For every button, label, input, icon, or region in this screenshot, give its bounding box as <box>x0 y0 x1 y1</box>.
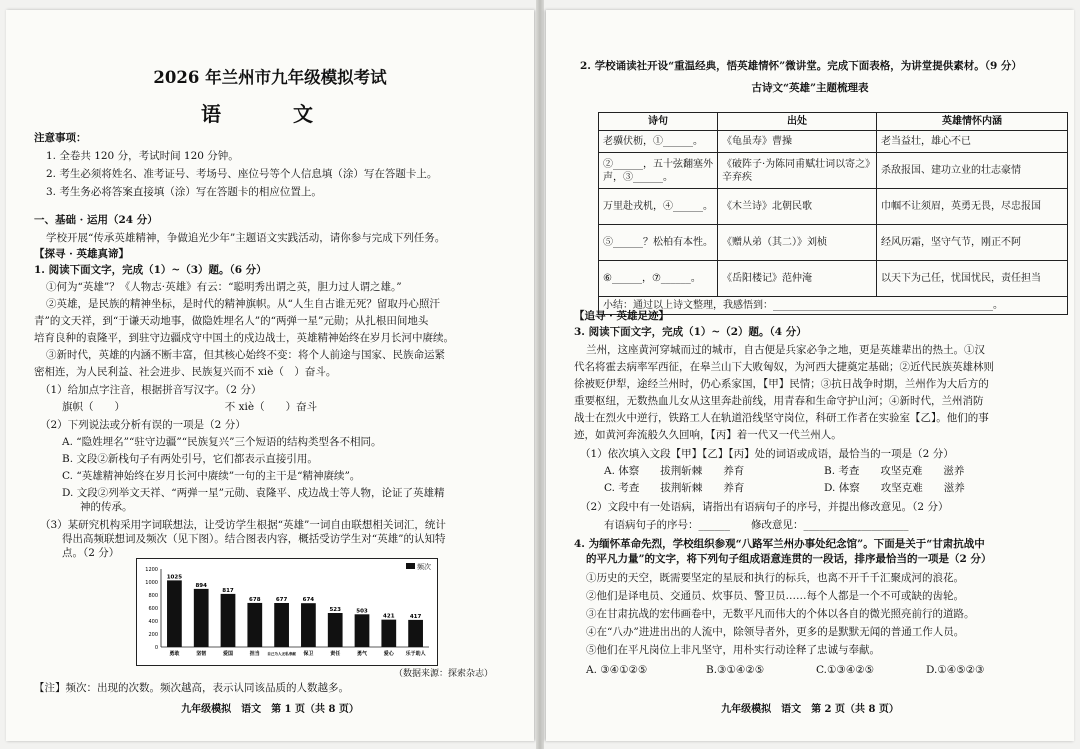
table-cell: 经风历霜，坚守气节，刚正不阿 <box>877 225 1068 261</box>
table-cell: 老当益壮，雄心不已 <box>877 131 1068 153</box>
table-header-row <box>599 113 1068 131</box>
option: C. “英雄精神始终在岁月长河中赓续”一句的主干是“精神赓续”。 <box>62 470 361 482</box>
bar <box>355 614 370 647</box>
question-1-3: 得出高频联想词及频次（见下图）。结合图表内容，概括受访学生对“英雄”的认知特 <box>62 533 446 545</box>
y-tick-label: 1200 <box>145 567 158 573</box>
question-3: 3. 阅读下面文字，完成（1）~（2）题。（4 分） <box>574 326 807 338</box>
option: A. “隐姓埋名”“驻守边疆”“民族复兴”三个短语的结构类型各不相同。 <box>62 436 382 448</box>
table-cell: 《龟虽寿》曹操 <box>718 131 877 153</box>
table-cell: ⑤______？松柏有本性。 <box>599 225 718 261</box>
data-label: 678 <box>249 596 261 603</box>
question-1-1: （1）给加点字注音，根据拼音写汉字。（2 分） <box>40 384 262 396</box>
bar <box>167 580 182 647</box>
exam-subject: 语 文 <box>201 102 339 126</box>
table-title: 古诗文“英雄”主题梳理表 <box>751 82 869 94</box>
y-tick-label: 400 <box>148 619 158 625</box>
table-header: 英雄情怀内涵 <box>877 113 1068 131</box>
question-1-1-blanks: 旗帜（ ） 不 xiè（ ）奋斗 <box>62 401 318 413</box>
option-continued: 神的传承。 <box>80 501 133 513</box>
data-label: 421 <box>383 613 395 620</box>
table-summary: 小结：通过以上诗文整理，我感悟到：____________________________________________。 <box>599 297 1068 315</box>
sentence-item: ①历史的天空，既需要坚定的星辰和执行的标兵，也离不开千千汇聚成河的浪花。 <box>586 572 964 584</box>
data-label: 417 <box>409 613 422 620</box>
sentence-item: ④在“八办”进进出出的人流中，除领导者外，更多的是默默无闻的普通工作人员。 <box>586 626 965 638</box>
x-tick-label: 乐于助人 <box>405 651 426 657</box>
x-tick-label: 责任 <box>330 651 341 657</box>
table-cell: 《木兰诗》北朝民歌 <box>718 189 877 225</box>
passage-line: ②英雄，是民族的精神坐标，是时代的精神旗帜。从“人生自古谁无死？留取丹心照汗 <box>46 298 440 310</box>
y-tick-label: 1000 <box>145 580 158 586</box>
x-tick-label: 保卫 <box>303 651 314 657</box>
exam-page-2 <box>546 10 1074 741</box>
passage-line: 密相连，为人民利益、社会进步、民族复兴而不 xiè（ ）奋斗。 <box>34 366 337 378</box>
bar <box>194 589 209 647</box>
sentence-item: ③在甘肃抗战的宏伟画卷中，无数平凡而伟大的个体以各自的微光照亮前行的道路。 <box>586 608 975 620</box>
bar <box>247 603 262 647</box>
notice-item: 3. 考生务必将答案直接填（涂）写在答题卡的相应位置上。 <box>46 186 322 198</box>
option: B. 文段②新栈句子有两处引号，它们都表示直接引用。 <box>62 453 318 465</box>
bar <box>274 603 289 647</box>
passage-line: ③新时代，英雄的内涵不断丰富，但其核心始终不变：将个人前途与国家、民族命运紧 <box>46 349 445 361</box>
question-1-2: （2）下列说法或分析有误的一项是（2 分） <box>40 419 246 431</box>
table-cell: 巾帼不让须眉，英勇无畏，尽忠报国 <box>877 189 1068 225</box>
notice-title: 注意事项： <box>34 132 87 144</box>
bar-chart-svg <box>137 559 437 665</box>
x-tick-label: 勇敢 <box>169 651 180 657</box>
question-2: 2. 学校诵读社开设“重温经典，悟英雄情怀”微讲堂。完成下面表格，为讲堂提供素材。（9 分） <box>580 60 1022 72</box>
option: D.①④⑤②③ <box>926 664 985 676</box>
data-label: 1025 <box>166 574 183 581</box>
x-tick-label: 爱心 <box>383 651 394 657</box>
section-heading: 一、基础 · 运用（24 分） <box>34 214 158 226</box>
option: D. 体察 攻坚克难 滋养 <box>824 482 965 494</box>
sentence-item: ②他们是译电员、交通员、炊事员、警卫员……每个人都是一个不可或缺的齿轮。 <box>586 590 964 602</box>
option: A. 体察 拔荆斩棘 养育 <box>604 465 745 477</box>
table-cell: 万里赴戎机，④______。 <box>599 189 718 225</box>
notice-item: 2. 考生必须将姓名、准考证号、考场号、座位号等个人信息填（涂）写在答题卡上。 <box>46 168 438 180</box>
data-label: 817 <box>222 587 234 594</box>
x-tick-label: 勇气 <box>356 651 368 657</box>
exam-title: 2026 年兰州市九年级模拟考试 <box>153 68 387 87</box>
bar <box>408 620 423 647</box>
sentence-item: ⑤他们在平凡岗位上非凡坚守，用朴实行动诠释了忠诚与奉献。 <box>586 644 880 656</box>
table-cell: 老骥伏枥，①______。 <box>599 131 718 153</box>
legend-swatch <box>406 563 415 569</box>
y-tick-label: 0 <box>154 645 158 651</box>
table-row <box>599 131 1068 153</box>
data-label: 894 <box>195 582 207 589</box>
bar <box>301 603 316 647</box>
table-cell: 以天下为己任，忧国忧民，责任担当 <box>877 261 1068 297</box>
page-fold <box>536 0 544 749</box>
table-cell: ⑥______，⑦______。 <box>599 261 718 297</box>
data-label: 674 <box>302 597 315 604</box>
chart-source: （数据来源：探索杂志） <box>394 669 494 679</box>
table-cell: 《赠从弟（其二）》刘桢 <box>718 225 877 261</box>
option: B. 考查 攻坚克难 滋养 <box>824 465 965 477</box>
x-tick-label: 自己为人无私奉献 <box>267 652 296 656</box>
question-1-3: 点。（2 分） <box>62 547 120 559</box>
y-tick-label: 800 <box>148 593 158 599</box>
exam-page-1 <box>6 10 534 741</box>
passage-line: 兰州，这座黄河穿城而过的城市，自古便是兵家必争之地，更是英雄辈出的热土。①汉 <box>586 344 985 356</box>
question-3-2: （2）文段中有一处语病，请指出有语病句子的序号，并提出修改意见。（2 分） <box>580 501 949 513</box>
x-tick-label: 担当 <box>249 651 260 657</box>
option: B.③①④②⑤ <box>706 664 765 676</box>
data-label: 523 <box>329 607 341 614</box>
option: A. ③④①②⑤ <box>586 664 648 676</box>
table-header: 出处 <box>718 113 877 131</box>
y-tick-label: 200 <box>148 632 158 638</box>
passage-line: ①何为“英雄”？《人物志·英雄》有云：“聪明秀出谓之英，胆力过人谓之雄。” <box>46 281 402 293</box>
passage-line: 迹，如黄河奔流般久久回响，【丙】着一代又一代兰州人。 <box>574 429 842 441</box>
table-cell: ②______，五十弦翻塞外声，③______。 <box>599 153 718 189</box>
table-cell: 《岳阳楼记》范仲淹 <box>718 261 877 297</box>
table-row <box>599 189 1068 225</box>
passage-line: 培育良种的袁隆平，到驻守边疆戍守中国土的戍边战士，英雄精神始终在岁月长河中赓续。 <box>34 332 454 344</box>
table-cell: 《破阵子·为陈同甫赋壮词以寄之》辛弃疾 <box>718 153 877 189</box>
bar <box>221 594 236 647</box>
table-header: 诗句 <box>599 113 718 131</box>
x-tick-label: 爱国 <box>222 651 234 657</box>
passage-line: 重要枢纽，无数热血儿女从这里奔赴前线，用青春和生命守护山河；④新时代，兰州消防 <box>574 395 984 407</box>
activity-intro: 学校开展“传承英雄精神，争做追光少年”主题语文实践活动，请你参与完成下列任务。 <box>46 232 446 244</box>
task-heading: 【追寻 · 英雄足迹】 <box>574 310 669 322</box>
table-row <box>599 225 1068 261</box>
option: C.①③④②⑤ <box>816 664 875 676</box>
chart-note: 【注】频次：出现的次数。频次越高，表示认同该品质的人数越多。 <box>34 682 349 694</box>
hero-theme-table <box>598 112 1068 315</box>
x-tick-label: 坚韧 <box>196 651 207 657</box>
bar <box>381 620 396 647</box>
legend-label: 频次 <box>417 563 431 571</box>
option: C. 考查 拔荆斩棘 养育 <box>604 482 745 494</box>
task-heading: 【探寻 · 英雄真谛】 <box>34 248 129 260</box>
question-4: 4. 为缅怀革命先烈，学校组织参观“八路军兰州办事处纪念馆”。下面是关于“甘肃抗战中 <box>574 538 985 550</box>
passage-line: 代名将霍去病率军西征，在皋兰山下大败匈奴，为河西大捷奠定基础；②近代民族英雄林则 <box>574 361 994 373</box>
answer-line: 有语病句子的序号：______ 修改意见：____________________ <box>604 519 909 531</box>
bar <box>328 613 343 647</box>
option: D. 文段②列举文天祥、“两弹一星”元勋、袁隆平、戍边战士等人物，论证了英雄精 <box>62 487 445 499</box>
word-frequency-chart <box>136 558 438 666</box>
data-label: 503 <box>356 608 368 615</box>
question-4: 的平凡力量”的文字，将下列句子组成语意连贯的一段话，排序最恰当的一项是（2 分） <box>586 553 992 565</box>
question-1-3: （3）某研究机构采用字词联想法，让受访学生根据“英雄”一词自由联想相关词汇，统计 <box>40 519 446 531</box>
chart-legend <box>406 563 431 571</box>
page-footer: 九年级模拟 语文 第 2 页（共 8 页） <box>721 704 899 715</box>
table-row <box>599 153 1068 189</box>
question-1: 1. 阅读下面文字，完成（1）~（3）题。（6 分） <box>34 264 267 276</box>
passage-line: 战士在烈火中逆行，铁路工人在轨道沿线坚守岗位，科研工作者在实验室【乙】。他们的事 <box>574 412 989 424</box>
passage-line: 徐被贬伊犁，途经兰州时，仍心系家国，【甲】民情；③抗日战争时期，兰州作为大后方的 <box>574 378 989 390</box>
table-cell: 杀敌报国、建功立业的壮志豪情 <box>877 153 1068 189</box>
passage-line: 青”的文天祥，到“于谦天动地事，做隐姓埋名人”的“两弹一星”元勋；从扎根田间地头 <box>34 315 429 327</box>
notice-item: 1. 全卷共 120 分，考试时间 120 分钟。 <box>46 150 239 162</box>
data-label: 677 <box>275 596 288 603</box>
y-tick-label: 600 <box>148 606 158 612</box>
table-row <box>599 261 1068 297</box>
question-3-1: （1）依次填入文段【甲】【乙】【丙】处的词语或成语，最恰当的一项是（2 分） <box>580 448 954 460</box>
page-footer: 九年级模拟 语文 第 1 页（共 8 页） <box>181 704 359 715</box>
